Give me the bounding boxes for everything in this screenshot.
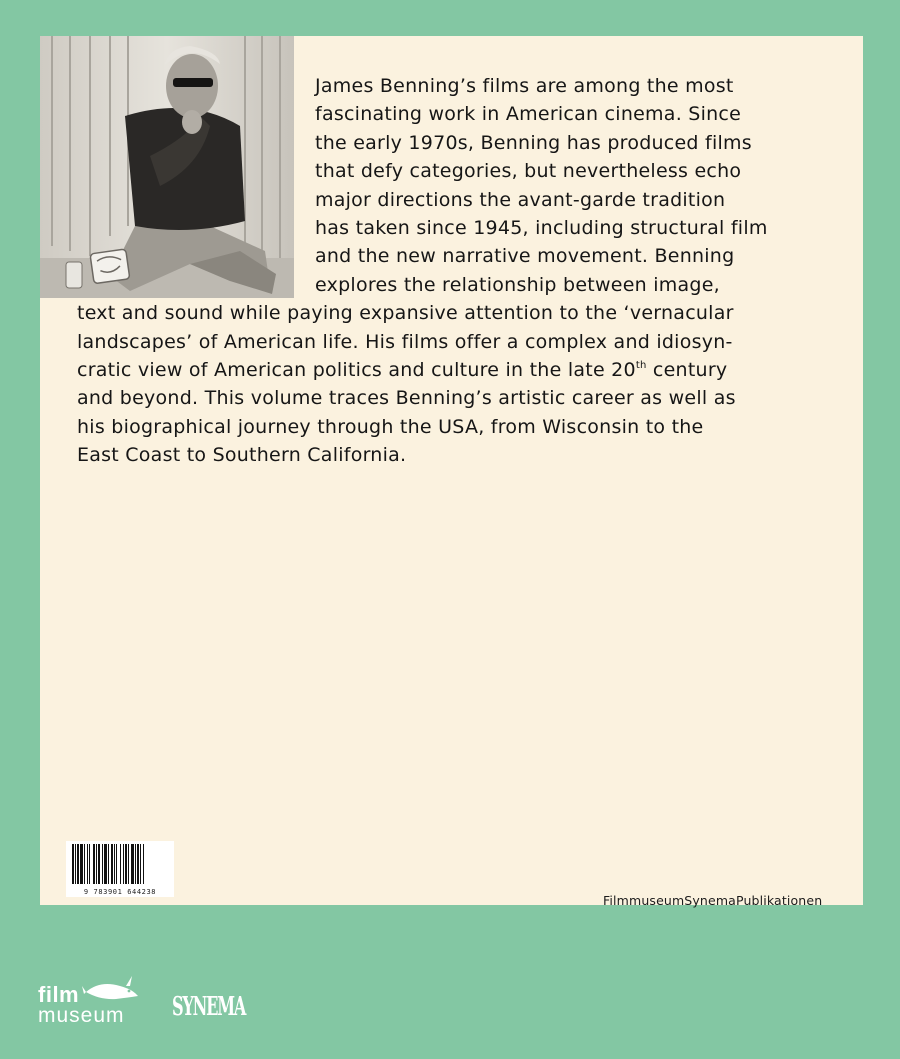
barcode-bar (128, 844, 129, 884)
barcode-bar (96, 844, 97, 884)
description-text: century (646, 359, 728, 382)
description-line: the early 1970s, Benning has produced films (315, 131, 752, 154)
barcode-bar (75, 844, 76, 884)
barcode-bar (93, 844, 95, 884)
description-line: and the new narrative movement. Benning (315, 245, 735, 268)
book-description (40, 72, 855, 470)
barcode-bar (72, 844, 74, 884)
barcode-bar (77, 844, 79, 884)
ordinal-suffix: th (635, 360, 647, 372)
barcode-bar (111, 844, 113, 884)
barcode-bar (120, 844, 121, 884)
description-line (40, 356, 855, 384)
publisher-series-label: FilmmuseumSynemaPublikationen (603, 893, 823, 908)
barcode-bar (84, 844, 85, 884)
barcode-bar (116, 844, 117, 884)
description-line: has taken since 1945, including structural film (315, 217, 768, 240)
back-cover-panel (40, 36, 863, 905)
description-line: his biographical journey through the USA, from Wisconsin to the (77, 415, 704, 438)
barcode-digits: 9 783901 644238 (83, 888, 157, 896)
barcode-bar (114, 844, 115, 884)
barcode-bar (102, 844, 103, 884)
description-line: major directions the avant-garde tradition (315, 188, 726, 211)
description-line: that defy categories, but nevertheless echo (315, 160, 742, 183)
barcode-bar (104, 844, 107, 884)
description-line: and beyond. This volume traces Benning’s artistic career as well as (77, 387, 736, 410)
description-line: James Benning’s films are among the most (315, 75, 734, 97)
synema-logo: SYNEMA (172, 992, 246, 1022)
barcode-bar (137, 844, 139, 884)
logo-word-museum: museum (38, 1004, 125, 1027)
description-line: landscapes’ of American life. His films offer a complex and idiosyn- (77, 330, 733, 353)
barcode-bar (98, 844, 100, 884)
description-line: East Coast to Southern California. (77, 444, 407, 467)
description-text: cratic view of American politics and culture in the late 20 (77, 359, 636, 382)
fish-icon (82, 972, 142, 1004)
barcode-bar (108, 844, 109, 884)
barcode-bar (125, 844, 127, 884)
barcode-bar (87, 844, 88, 884)
description-line: text and sound while paying expansive attention to the ‘vernacular (77, 302, 734, 325)
isbn-barcode (66, 841, 174, 897)
barcode-bar (89, 844, 90, 884)
description-line: explores the relationship between image, (315, 273, 720, 296)
barcode-bars (66, 841, 174, 887)
barcode-bar (135, 844, 136, 884)
filmmuseum-logo (38, 968, 158, 1028)
description-line: fascinating work in American cinema. Since (315, 103, 742, 126)
barcode-bar (143, 844, 144, 884)
barcode-bar (80, 844, 83, 884)
logo-word-film: film (38, 982, 80, 1007)
barcode-bar (131, 844, 134, 884)
barcode-bar (123, 844, 124, 884)
barcode-bar (140, 844, 141, 884)
